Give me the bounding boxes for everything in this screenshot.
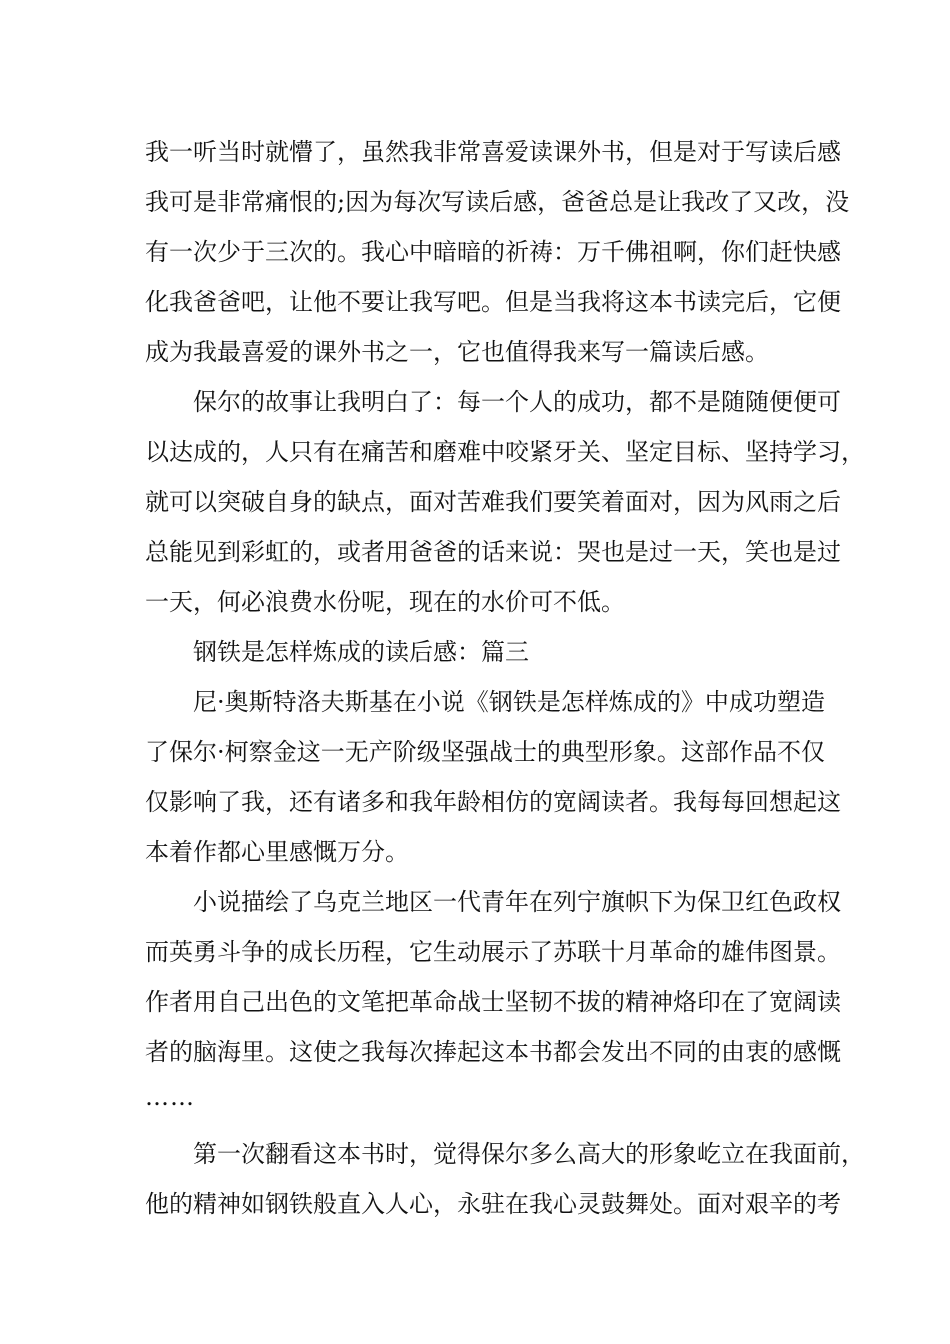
- text-line: 以达成的，人只有在痛苦和磨难中咬紧牙关、坚定目标、坚持学习，: [145, 438, 865, 466]
- section-heading: 钢铁是怎样炼成的读后感：篇三: [193, 638, 529, 666]
- text-line: 总能见到彩虹的，或者用爸爸的话来说：哭也是过一天，笑也是过: [145, 538, 841, 566]
- text-line: 就可以突破自身的缺点，面对苦难我们要笑着面对，因为风雨之后: [145, 488, 841, 516]
- text-line: 他的精神如钢铁般直入人心，永驻在我心灵鼓舞处。面对艰辛的考: [145, 1190, 841, 1218]
- paragraph-first-line: 尼·奥斯特洛夫斯基在小说《钢铁是怎样炼成的》中成功塑造: [193, 688, 825, 716]
- paragraph-first-line: 保尔的故事让我明白了：每一个人的成功，都不是随随便便可: [193, 388, 841, 416]
- paragraph-first-line: 小说描绘了乌克兰地区一代青年在列宁旗帜下为保卫红色政权: [193, 888, 841, 916]
- text-line: 一天，何必浪费水份呢，现在的水价可不低。: [145, 588, 625, 616]
- text-line: 了保尔·柯察金这一无产阶级坚强战士的典型形象。这部作品不仅: [145, 738, 825, 766]
- text-line: 作者用自己出色的文笔把革命战士坚韧不拔的精神烙印在了宽阔读: [145, 988, 841, 1016]
- text-line: 本着作都心里感慨万分。: [145, 838, 409, 866]
- text-line: 仅影响了我，还有诸多和我年龄相仿的宽阔读者。我每每回想起这: [145, 788, 841, 816]
- document-body: [145, 127, 865, 1229]
- text-line: 者的脑海里。这使之我每次捧起这本书都会发出不同的由衷的感慨: [145, 1038, 841, 1066]
- text-line: 而英勇斗争的成长历程，它生动展示了苏联十月革命的雄伟图景。: [145, 938, 841, 966]
- text-line: 我一听当时就懵了，虽然我非常喜爱读课外书，但是对于写读后感: [145, 138, 841, 166]
- text-line: 有一次少于三次的。我心中暗暗的祈祷：万千佛祖啊，你们赶快感: [145, 238, 841, 266]
- text-line: 化我爸爸吧，让他不要让我写吧。但是当我将这本书读完后，它便: [145, 288, 841, 316]
- paragraph-first-line: 第一次翻看这本书时，觉得保尔多么高大的形象屹立在我面前，: [193, 1140, 865, 1168]
- text-line: 我可是非常痛恨的;因为每次写读后感，爸爸总是让我改了又改，没: [145, 188, 850, 216]
- ellipsis-line: ……: [145, 1083, 195, 1111]
- text-line: 成为我最喜爱的课外书之一，它也值得我来写一篇读后感。: [145, 338, 769, 366]
